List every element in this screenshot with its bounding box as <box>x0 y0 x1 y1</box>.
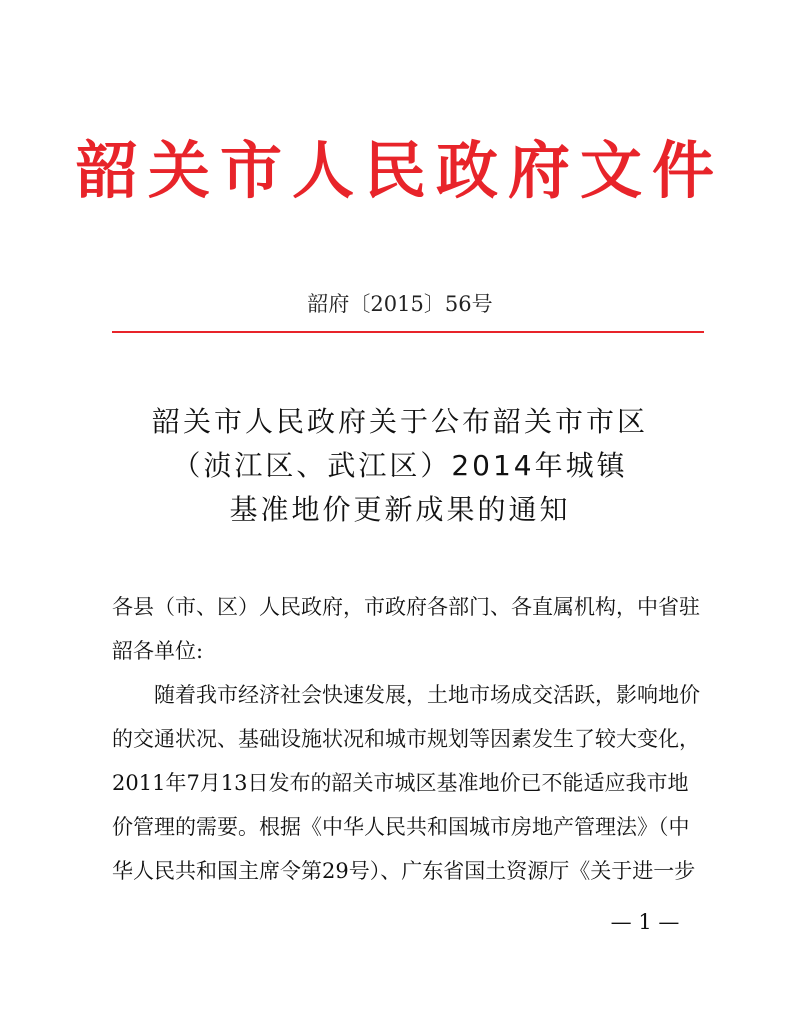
page-number: — 1 — <box>610 910 680 934</box>
document-masthead: 韶关市人民政府文件 <box>75 134 724 207</box>
red-divider-line <box>112 331 704 333</box>
document-number: 韶府〔2015〕56号 <box>307 292 493 316</box>
document-title <box>0 400 800 532</box>
body-paragraph: 随着我市经济社会快速发展，土地市场成交活跃，影响地价的交通状况、基础设施状况和城市规划等因素发生了较大变化，2011年7月13日发布的韶关市城区基准地价已不能适应我市地价管理的需要。根据《中华人民共和国城市房地产管理法》（中华人民共和国主席令第29号）、广东省国土资源厅《关于进一步 <box>112 683 700 883</box>
title-line-3: 基准地价更新成果的通知 <box>229 493 571 526</box>
title-line-2: （浈江区、武江区）2014年城镇 <box>172 449 628 482</box>
title-line-1: 韶关市人民政府关于公布韶关市市区 <box>151 405 648 438</box>
document-body <box>112 585 704 893</box>
salutation: 各县（市、区）人民政府，市政府各部门、各直属机构，中省驻韶各单位: <box>112 595 700 663</box>
